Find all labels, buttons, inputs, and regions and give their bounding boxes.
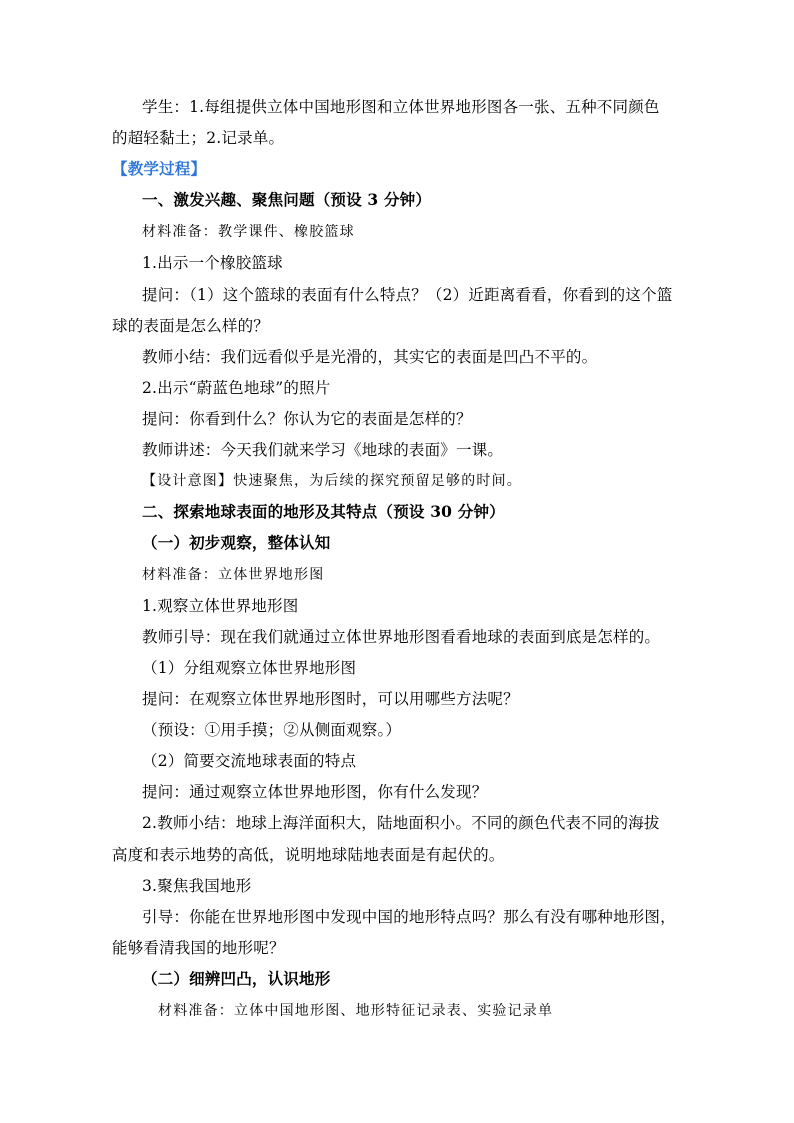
step-observe-world-map: 1.观察立体世界地形图 <box>142 597 299 615</box>
heading-part-one: 一、激发兴趣、聚焦问题（预设 3 分钟） <box>142 190 432 209</box>
question-basketball: 提问：（1）这个篮球的表面有什么特点？（2）近距离看看，你看到的这个篮 <box>142 286 673 304</box>
question-basketball-cont: 球的表面是怎么样的？ <box>112 317 270 335</box>
question-earth-surface: 提问：你看到什么？你认为它的表面是怎样的？ <box>142 410 472 428</box>
substep-exchange: （2）简要交流地球表面的特点 <box>142 752 357 770</box>
guide-question-china: 引导：你能在世界地形图中发现中国的地形特点吗？那么有没有哪种地形图， <box>142 908 676 926</box>
materials-prep-2: 材料准备：立体世界地形图 <box>142 567 325 583</box>
teacher-summary-2-cont: 高度和表示地势的高低，说明地球陆地表面是有起伏的。 <box>112 846 505 864</box>
teacher-summary-2: 2.教师小结：地球上海洋面积大，陆地面积小。不同的颜色代表不同的海拔 <box>142 814 660 832</box>
preset-answers: （预设：①用手摸；②从侧面观察。） <box>142 721 402 739</box>
teacher-guide-1: 教师引导：现在我们就通过立体世界地形图看看地球的表面到底是怎样的。 <box>142 628 661 646</box>
step-show-earth-photo: 2.出示“蔚蓝色地球”的照片 <box>142 379 331 397</box>
subheading-observe-overall: （一）初步观察，整体认知 <box>142 533 331 552</box>
question-findings: 提问：通过观察立体世界地形图，你有什么发现？ <box>142 783 488 801</box>
question-methods: 提问：在观察立体世界地形图时，可以用哪些方法呢？ <box>142 690 519 708</box>
teacher-narration: 教师讲述：今天我们就来学习《地球的表面》一课。 <box>142 441 504 459</box>
teacher-summary-1: 教师小结：我们远看似乎是光滑的，其实它的表面是凹凸不平的。 <box>142 348 598 366</box>
materials-prep-3: 材料准备：立体中国地形图、地形特征记录表、实验记录单 <box>158 1003 554 1019</box>
guide-question-china-cont: 能够看清我国的地形呢？ <box>112 939 285 957</box>
section-heading-teaching-process: 【教学过程】 <box>112 159 207 178</box>
step-focus-china: 3.聚焦我国地形 <box>142 877 252 895</box>
heading-part-two: 二、探索地球表面的地形及其特点（预设 30 分钟） <box>142 502 505 521</box>
substep-group-observe: （1）分组观察立体世界地形图 <box>142 659 357 677</box>
subheading-recognize-landforms: （二）细辨凹凸，认识地形 <box>142 969 331 988</box>
step-show-basketball: 1.出示一个橡胶篮球 <box>142 254 283 272</box>
paragraph-student-materials: 学生：1.每组提供立体中国地形图和立体世界地形图各一张、五种不同颜色 <box>142 98 660 116</box>
materials-prep-1: 材料准备：教学课件、橡胶篮球 <box>142 224 355 240</box>
design-intent: 【设计意图】快速聚焦，为后续的探究预留足够的时间。 <box>142 473 522 489</box>
paragraph-student-materials-cont: 的超轻黏土；2.记录单。 <box>112 129 285 147</box>
